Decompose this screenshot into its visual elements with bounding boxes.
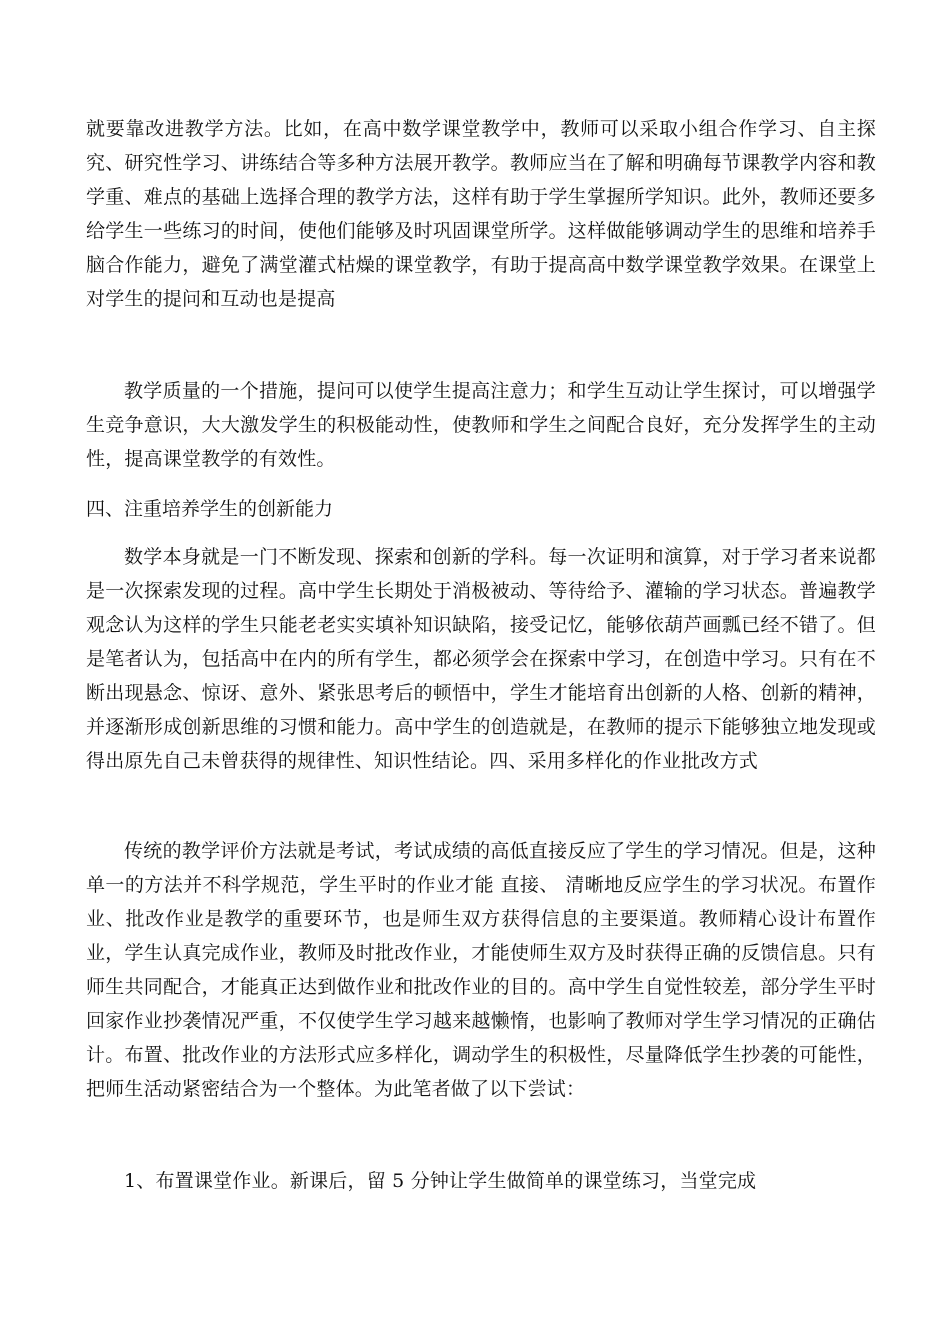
paragraph-questioning-interaction: 教学质量的一个措施，提问可以使学生提高注意力；和学生互动让学生探讨，可以增强学生竞争意识，大大激发学生的积极能动性，使教师和学生之间配合良好，充分发挥学生的主动性，提高课堂教学的有效性。 — [86, 380, 876, 470]
paragraph-classroom-assignment: 1、布置课堂作业。新课后，留 5 分钟让学生做简单的课堂练习，当堂完成 — [124, 1170, 757, 1192]
section-heading-innovation: 四、注重培养学生的创新能力 — [86, 498, 334, 520]
paragraph-innovation-ability: 数学本身就是一门不断发现、探索和创新的学科。每一次证明和演算，对于学习者来说都是一次探索发现的过程。高中学生长期处于消极被动、等待给予、灌输的学习状态。普遍教学观念认为这样的学生只能老老实实填补知识缺陷，接受记忆，能够依葫芦画瓢已经不错了。但是笔者认为，包括高中在内的所有学生，都必须学会在探索中学习，在创造中学习。只有在不断出现悬念、惊讶、意外、紧张思考后的顿悟中，学生才能培育出创新的人格、创新的精神，并逐渐形成创新思维的习惯和能力。高中学生的创造就是，在教师的提示下能够独立地发现或得出原先自己未曾获得的规律性、知识性结论。四、采用多样化的作业批改方式 — [86, 546, 876, 772]
paragraph-homework-evaluation: 传统的教学评价方法就是考试，考试成绩的高低直接反应了学生的学习情况。但是，这种单一的方法并不科学规范，学生平时的作业才能 直接、 清晰地反应学生的学习状况。布置作业、批改作业是教学的重要环节，也是师生双方获得信息的主要渠道。教师精心设计布置作业，学生认真完成作业，教师及时批改作业，才能使师生双方及时获得正确的反馈信息。只有师生共同配合，才能真正达到做作业和批改作业的目的。高中学生自觉性较差，部分学生平时回家作业抄袭情况严重，不仅使学生学习越来越懒惰，也影响了教师对学生学习情况的正确估计。布置、批改作业的方法形式应多样化，调动学生的积极性，尽量降低学生抄袭的可能性，把师生活动紧密结合为一个整体。为此笔者做了以下尝试： — [86, 840, 876, 1100]
paragraph-teaching-methods: 就要靠改进教学方法。比如，在高中数学课堂教学中，教师可以采取小组合作学习、自主探究、研究性学习、讲练结合等多种方法展开教学。教师应当在了解和明确每节课教学内容和教学重、难点的基础上选择合理的教学方法，这样有助于学生掌握所学知识。此外，教师还要多给学生一些练习的时间，使他们能够及时巩固课堂所学。这样做能够调动学生的思维和培养手脑合作能力，避免了满堂灌式枯燥的课堂教学，有助于提高高中数学课堂教学效果。在课堂上对学生的提问和互动也是提高 — [86, 118, 876, 310]
